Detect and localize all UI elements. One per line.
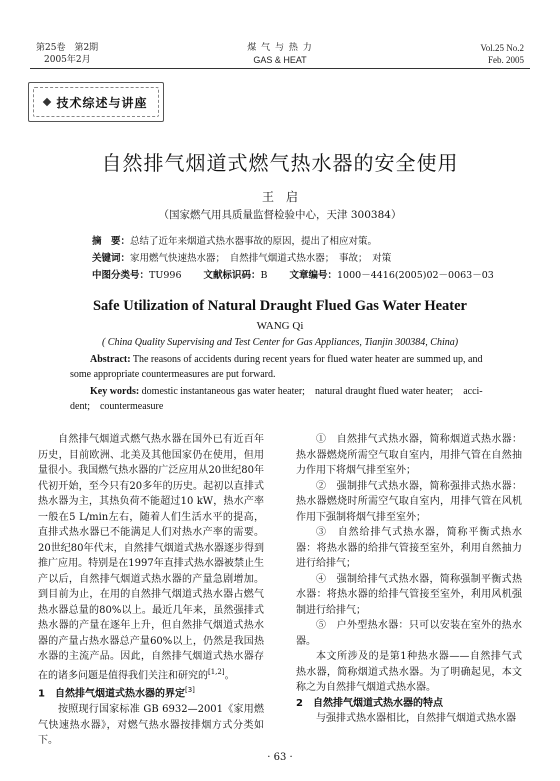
keywords-en-line1 [90, 384, 530, 399]
keywords-cn-label: 关键词： [92, 253, 131, 264]
header-rule [30, 68, 530, 69]
list-item-3: ③ 自然给排气式热水器，简称平衡式热水器：将热水器的给排气管接至室外，利用自然抽力进行给排气； [296, 527, 522, 569]
author-cn: 王 启 [261, 190, 298, 204]
article-title-cn: 自然排气烟道式燃气热水器的安全使用 [101, 151, 459, 175]
keywords-cn-text: 家用燃气快速热水器； 自然排气烟道式热水器； 事故； 对策 [130, 253, 392, 264]
date-en: Feb. 2005 [488, 55, 524, 65]
author-en: WANG Qi [256, 320, 304, 332]
list-item-1: ① 自然排气式热水器，简称烟道式热水器：热水器燃烧所需空气取自室内，用排气管在自然抽力作用下将烟气排至室外； [296, 434, 522, 476]
citation-3: [3] [184, 686, 195, 695]
abstract-en-text2: some appropriate countermeasures are put forward. [70, 369, 276, 380]
body-paragraph-1-text: 自然排气烟道式燃气热水器在国外已有近百年历史，目前欧洲、北美及其他国家仍在使用，但用量很小。我国燃气热水器的广泛应用从20世纪80年代初开始，至今只有20多年的历史。起初以直排式热水器为主，其热负荷不能超过10 kW，热水产率一般在5 L/min左右，随着人们生活水平的提高，直排式热水器已不能满足人们对热水产率的需要。20世纪80年代末，自然排气烟道式热水器逐步得到推广应用。特别是在1997年直排式热水器被禁止生产以后，自然排气烟道式热水器的产量急剧增加。到目前为止，在用的自然排气烟道式热水器占燃气热水器总量的80%以上。最近几年来，虽然强排式热水器的产量在逐年上升，但自然排气烟道式热水器的产量占热水器总产量60%以上，仍然是我国热水器的主流产品。因此，自然排气烟道式热水器存在的诸多问题是值得我们关注和研究的 [38, 434, 264, 681]
abstract-cn [92, 234, 512, 250]
body-paragraph-1-end: 。 [224, 669, 235, 681]
diamond-icon [43, 98, 51, 106]
citation-1-2: [1,2] [208, 667, 225, 676]
clc-label: 中图分类号： [92, 270, 150, 281]
body-paragraph-3: 本文所涉及的是第1种热水器——自然排气式热水器，简称烟道式热水器。为了明确起见，本文称之为自然排气烟道式热水器。 [296, 651, 522, 693]
section-banner-label: 技术综述与讲座 [56, 95, 148, 110]
doc-code-value: B [260, 270, 268, 281]
date-cn: 2005年2月 [44, 55, 91, 65]
section-banner-inner [33, 87, 159, 117]
abstract-cn-text: 总结了近年来烟道式热水器事故的原因，提出了相应对策。 [130, 236, 378, 247]
article-title-en: Safe Utilization of Natural Draught Flued Gas Water Heater [92, 298, 467, 314]
abstract-en-label: Abstract: [90, 354, 131, 365]
section-1-heading [38, 683, 264, 702]
page-number: · 63 · [267, 752, 293, 763]
affiliation-en: ( China Quality Supervising and Test Center for Gas Appliances, Tianjin 300384, China) [101, 337, 459, 348]
keywords-en-text2: dent; countermeasure [70, 401, 164, 412]
section-1-title: 1 自然排气烟道式热水器的界定 [38, 688, 185, 700]
volume-en: Vol.25 No.2 [480, 43, 524, 53]
body-left-column [38, 432, 264, 749]
classification-line [92, 268, 532, 284]
list-item-4: ④ 强制给排气式热水器，简称强制平衡式热水器：将热水器的给排气管接至室外，利用风机强制进行给排气； [296, 573, 522, 616]
journal-name-cn: 煤 气 与 热 力 [247, 43, 313, 53]
journal-name-en: GAS & HEAT [253, 55, 307, 65]
affiliation-cn: （国家燃气用具质量监督检验中心，天津 300384） [158, 209, 402, 221]
clc-value: TU996 [149, 270, 182, 281]
abstract-en-text1: The reasons of accidents during recent years for flued water heater are summed up, and [132, 354, 483, 365]
keywords-en-label: Key words: [90, 386, 140, 397]
abstract-en-line1 [90, 352, 530, 367]
keywords-en-text1: domestic instantaneous gas water heater; natural draught flued water heater; acci- [141, 386, 483, 397]
doc-code-label: 文献标识码： [203, 270, 261, 281]
article-no-label: 文章编号： [289, 270, 338, 281]
body-paragraph-1 [38, 432, 264, 683]
list-item-5: ⑤ 户外型热水器：只可以安装在室外的热水器。 [296, 620, 522, 647]
list-item-2: ② 强制排气式热水器，简称强排式热水器：热水器燃烧时所需空气取自室内，用排气管在风机作用下强制将烟气排至室外； [296, 480, 522, 523]
section-2-heading: 2 自然排气烟道式热水器的特点 [296, 697, 443, 709]
volume-cn: 第25卷 第2期 [36, 43, 99, 53]
abstract-cn-label: 摘 要： [92, 236, 131, 247]
body-paragraph-4: 与强排式热水器相比，自然排气烟道式热水器 [316, 713, 516, 724]
article-no-value: 1000－4416(2005)02－0063－03 [337, 270, 494, 281]
keywords-cn [92, 251, 522, 267]
body-paragraph-2: 按照现行国家标准 GB 6932—2001《家用燃气快速热水器》，对燃气热水器按排烟方式分类如下。 [38, 704, 264, 747]
section-banner [28, 82, 164, 122]
body-right-column [296, 432, 522, 727]
